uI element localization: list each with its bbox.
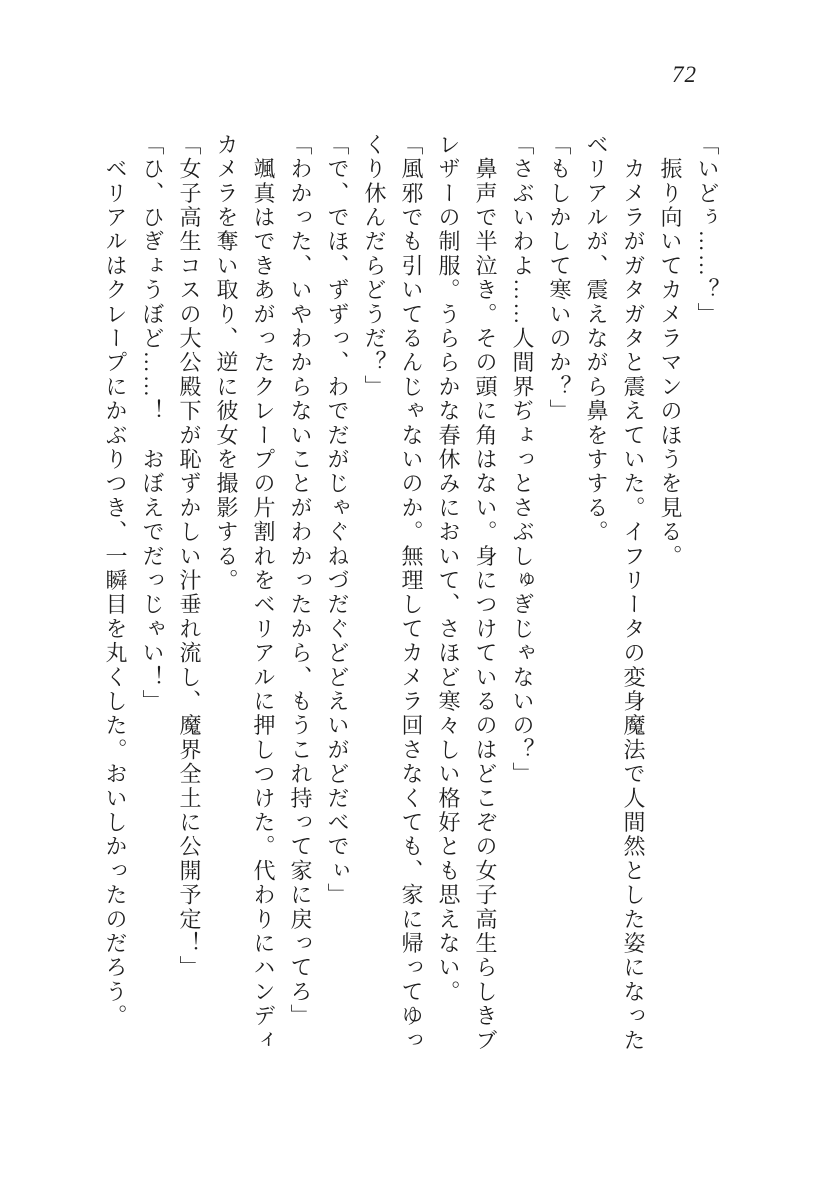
paragraph: 「もしかして寒いのか？」 [547, 133, 572, 424]
paragraph: ベリアルはクレープにかぶりつき、一瞬目を丸くした。おいしかったのだろう。 [103, 133, 128, 1029]
paragraph: 鼻声で半泣き。その頭に角はない。身につけているのはどこぞの女子高生らしきブレザーの制服。うららかな春休みにおいて、さほど寒々しい格好とも思えない。 [436, 133, 498, 1053]
paragraph: 振り向いてカメラマンのほうを見る。 [658, 133, 683, 569]
paragraph: 「さぶいわよ……人間界ぢょっとさぶしゅぎじゃないの？」 [510, 133, 535, 787]
paragraph: 「いどぅ……？」 [695, 133, 720, 327]
paragraph: カメラがガタガタと震えていた。イフリータの変身魔法で人間然とした姿になったベリアルが、震えながら鼻をすする。 [584, 133, 646, 1053]
paragraph: 「わかった、いやわからないことがわかったから、もうこれ持って家に戻ってろ」 [288, 133, 313, 1029]
page-text [92, 133, 726, 1059]
paragraph: 「風邪でも引いてるんじゃないのか。無理してカメラ回さなくても、家に帰ってゆっくり休んだらどうだ？」 [362, 133, 424, 1053]
paragraph: 「ひ、ひぎょうぼど……！ おぼえでだっじゃい！」 [140, 133, 165, 714]
paragraph: 「で、でほ、ずずっ、わでだがじゃぐねづだぐどどえいがどだべでぃ」 [325, 133, 350, 908]
paragraph: 颯真はできあがったクレープの片割れをベリアルに押しつけた。代わりにハンディカメラを奪い取り、逆に彼女を撮影する。 [214, 133, 276, 1053]
paragraph: 「女子高生コスの大公殿下が恥ずかしい汁垂れ流し、魔界全土に公開予定！」 [177, 133, 202, 980]
page-number: 72 [672, 62, 697, 87]
